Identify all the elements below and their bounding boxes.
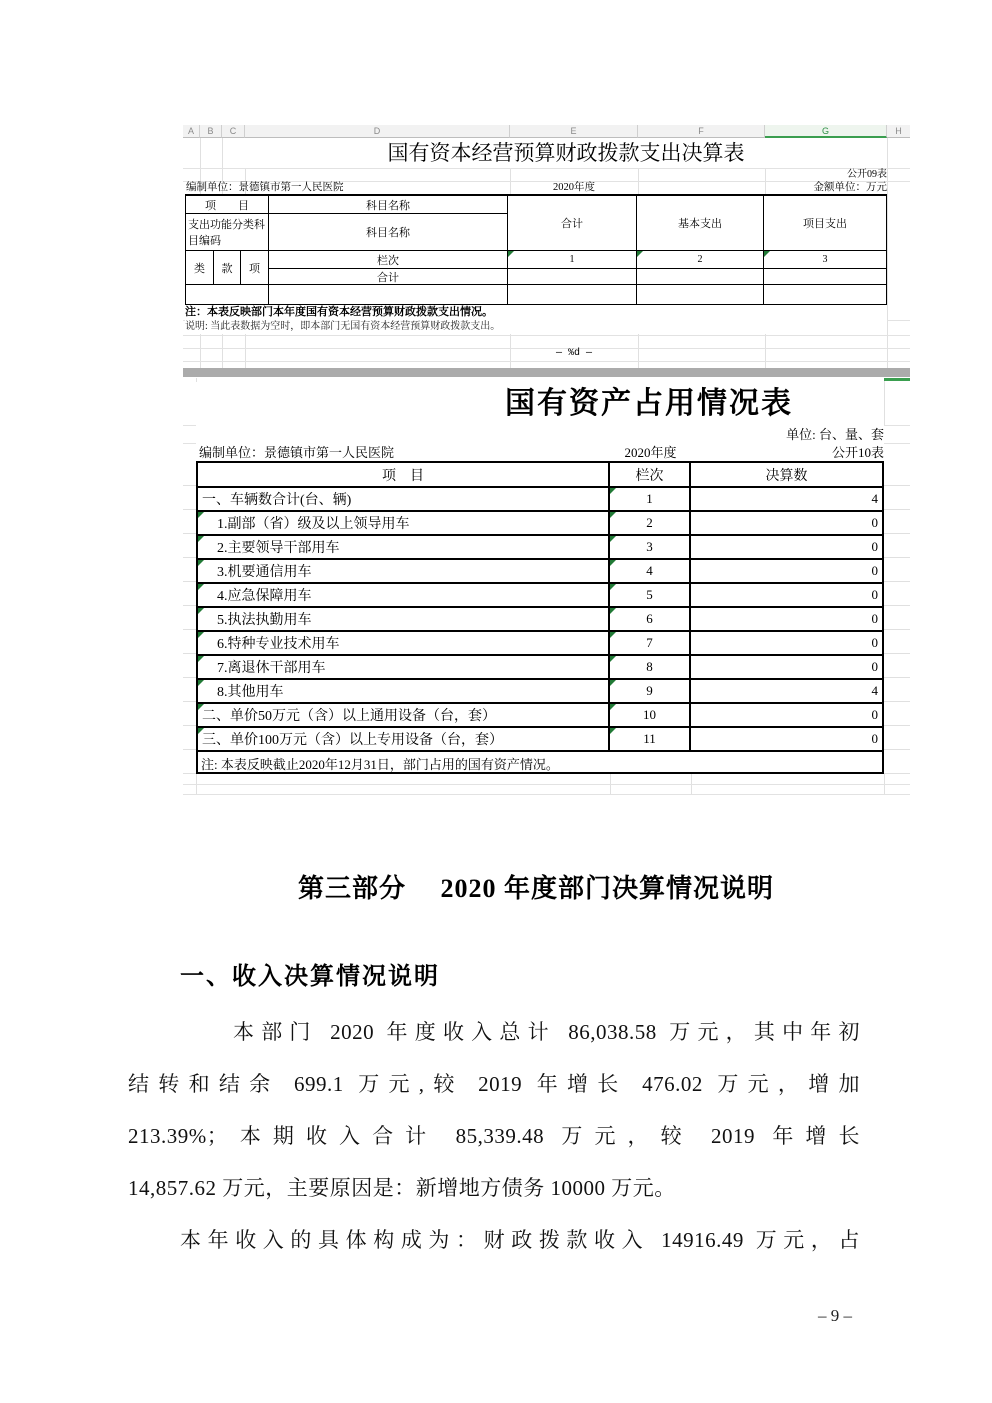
row-no: 10 bbox=[610, 704, 691, 728]
row-label: 2.主要领导干部用车 bbox=[198, 536, 610, 560]
cell-lanci: 栏次 bbox=[269, 251, 508, 269]
sheet1-page-placeholder: — %d — bbox=[555, 348, 592, 359]
gridline bbox=[183, 784, 910, 785]
sheet2-title: 国有资产占用情况表 bbox=[505, 387, 793, 420]
comment-marker bbox=[198, 632, 204, 638]
comment-marker bbox=[610, 488, 616, 494]
cell-empty bbox=[186, 285, 269, 304]
table-row bbox=[198, 536, 882, 560]
row-value: 0 bbox=[691, 608, 882, 632]
cell-heji-row: 合计 bbox=[269, 269, 508, 285]
cell-empty bbox=[764, 285, 886, 304]
body-line: 本部门 2020 年度收入总计 86,038.58 万元，其中年初 bbox=[233, 1020, 860, 1044]
row-label: 一、车辆数合计(台、辆) bbox=[198, 488, 610, 512]
comment-marker bbox=[198, 728, 204, 734]
sheet2-year: 2020年度 bbox=[624, 445, 677, 460]
gridline bbox=[183, 794, 910, 795]
header-lanci: 栏次 bbox=[610, 463, 691, 488]
cell-subject-header-2: 科目名称 bbox=[269, 214, 508, 251]
table-row bbox=[198, 560, 882, 584]
comment-marker bbox=[508, 251, 514, 257]
cell-section: 款 bbox=[214, 251, 241, 285]
cell-empty bbox=[269, 285, 508, 304]
sheet1-title: 国有资本经营预算财政拨款支出决算表 bbox=[245, 138, 887, 168]
header-item: 项 目 bbox=[198, 463, 610, 488]
cell-col1: 1 bbox=[508, 251, 637, 269]
selected-column-marker bbox=[884, 378, 910, 381]
table-row bbox=[198, 488, 882, 512]
comment-marker bbox=[198, 560, 204, 566]
cell-empty bbox=[637, 269, 764, 285]
gridline-strip bbox=[183, 462, 196, 774]
comment-marker bbox=[610, 584, 616, 590]
cell-item-header: 项 目 bbox=[186, 196, 269, 214]
row-value: 0 bbox=[691, 704, 882, 728]
cell-basic-expense-header: 基本支出 bbox=[637, 196, 764, 251]
row-value: 0 bbox=[691, 536, 882, 560]
row-label: 三、单价100万元（含）以上专用设备（台，套） bbox=[198, 728, 610, 752]
column-header-f[interactable]: F bbox=[638, 125, 765, 138]
table-row bbox=[198, 512, 882, 536]
sheet2-open-label: 公开10表 bbox=[831, 445, 884, 460]
comment-marker bbox=[610, 704, 616, 710]
cell-col3: 3 bbox=[764, 251, 886, 269]
body-line: 213.39%；本期收入合计 85,339.48 万元，较 2019 年增长 bbox=[128, 1124, 860, 1148]
cell-empty bbox=[508, 269, 637, 285]
column-header-g-selected[interactable]: G bbox=[765, 125, 887, 138]
gridline bbox=[884, 381, 885, 425]
sheet1-note: 注：本表反映部门本年度国有资本经营预算财政拨款支出情况。 bbox=[185, 305, 887, 320]
sheet2-note: 注: 本表反映截止2020年12月31日，部门占用的国有资产情况。 bbox=[201, 756, 559, 772]
column-header-a[interactable]: A bbox=[183, 125, 200, 138]
column-header-d[interactable]: D bbox=[245, 125, 510, 138]
screenshot-divider bbox=[183, 368, 910, 377]
row-label: 7.离退休干部用车 bbox=[198, 656, 610, 680]
table-header-row bbox=[198, 463, 882, 488]
row-no: 7 bbox=[610, 632, 691, 656]
cell-empty bbox=[764, 269, 886, 285]
cell-empty bbox=[637, 285, 764, 304]
row-value: 4 bbox=[691, 680, 882, 704]
comment-marker bbox=[198, 584, 204, 590]
table-row bbox=[198, 608, 882, 632]
part-heading: 第三部分 2020 年度部门决算情况说明 bbox=[297, 874, 774, 903]
sheet1-open-label: 公开09表 bbox=[847, 169, 887, 180]
row-value: 0 bbox=[691, 728, 882, 752]
row-label: 1.副部（省）级及以上领导用车 bbox=[198, 512, 610, 536]
cell-col2: 2 bbox=[637, 251, 764, 269]
column-header-e[interactable]: E bbox=[510, 125, 638, 138]
comment-marker bbox=[610, 632, 616, 638]
row-label: 5.执法执勤用车 bbox=[198, 608, 610, 632]
comment-marker bbox=[637, 251, 643, 257]
cell-total-header: 合计 bbox=[508, 196, 637, 251]
page-number: – 9 – bbox=[818, 1306, 852, 1325]
sheet2-unit: 单位: 台、量、套 bbox=[786, 427, 884, 442]
sheet2-table bbox=[196, 461, 884, 774]
row-value: 0 bbox=[691, 656, 882, 680]
body-line: 14,857.62 万元，主要原因是：新增地方债务 10000 万元。 bbox=[128, 1176, 676, 1200]
comment-marker bbox=[610, 656, 616, 662]
comment-marker bbox=[610, 680, 616, 686]
row-label: 8.其他用车 bbox=[198, 680, 610, 704]
sheet1-amount-unit: 金额单位：万元 bbox=[813, 182, 887, 193]
column-header-c[interactable]: C bbox=[222, 125, 245, 138]
cell-empty bbox=[508, 285, 637, 304]
row-value: 4 bbox=[691, 488, 882, 512]
comment-marker bbox=[198, 512, 204, 518]
comment-marker bbox=[198, 536, 204, 542]
sheet1-org-unit: 编制单位：景德镇市第一人民医院 bbox=[186, 182, 344, 193]
gridline-strip bbox=[884, 462, 910, 774]
row-label: 4.应急保障用车 bbox=[198, 584, 610, 608]
gridline bbox=[887, 138, 888, 368]
table-row bbox=[198, 584, 882, 608]
comment-marker bbox=[610, 512, 616, 518]
column-header-b[interactable]: B bbox=[200, 125, 222, 138]
row-value: 0 bbox=[691, 632, 882, 656]
table-row bbox=[198, 680, 882, 704]
row-no: 4 bbox=[610, 560, 691, 584]
row-no: 3 bbox=[610, 536, 691, 560]
cell-item: 项 bbox=[241, 251, 269, 285]
cell-project-expense-header: 项目支出 bbox=[764, 196, 886, 251]
table-row bbox=[198, 632, 882, 656]
comment-marker bbox=[610, 608, 616, 614]
cell-class: 类 bbox=[186, 251, 214, 285]
comment-marker bbox=[198, 608, 204, 614]
spreadsheet-screenshot-1 bbox=[183, 125, 910, 368]
table-row bbox=[198, 704, 882, 728]
row-label: 二、单价50万元（含）以上通用设备（台，套） bbox=[198, 704, 610, 728]
gridline bbox=[183, 335, 910, 336]
header-value: 决算数 bbox=[691, 463, 882, 488]
comment-marker bbox=[764, 251, 770, 257]
spreadsheet-screenshot-2 bbox=[183, 378, 910, 795]
comment-marker bbox=[198, 704, 204, 710]
comment-marker bbox=[198, 680, 204, 686]
row-no: 9 bbox=[610, 680, 691, 704]
row-no: 8 bbox=[610, 656, 691, 680]
comment-marker bbox=[198, 656, 204, 662]
cell-function-code-header: 支出功能分类科目编码 bbox=[186, 214, 269, 251]
body-line: 结转和结余 699.1 万元,较 2019 年增长 476.02 万元，增加 bbox=[128, 1072, 860, 1096]
row-no: 2 bbox=[610, 512, 691, 536]
row-no: 1 bbox=[610, 488, 691, 512]
comment-marker bbox=[610, 560, 616, 566]
row-no: 6 bbox=[610, 608, 691, 632]
table-row bbox=[198, 728, 882, 752]
row-value: 0 bbox=[691, 512, 882, 536]
section-heading: 一、收入决算情况说明 bbox=[180, 964, 440, 990]
row-label: 6.特种专业技术用车 bbox=[198, 632, 610, 656]
gridline bbox=[183, 361, 910, 362]
sheet2-org-unit: 编制单位：景德镇市第一人民医院 bbox=[199, 445, 395, 460]
table-row bbox=[198, 656, 882, 680]
sheet1-year: 2020年度 bbox=[553, 182, 595, 193]
row-label: 3.机要通信用车 bbox=[198, 560, 610, 584]
column-header-h[interactable]: H bbox=[887, 125, 910, 138]
comment-marker bbox=[610, 728, 616, 734]
sheet1-explanation: 说明: 当此表数据为空时，即本部门无国有资本经营预算财政拨款支出。 bbox=[185, 320, 887, 334]
cell-subject-header: 科目名称 bbox=[269, 196, 508, 214]
row-no: 11 bbox=[610, 728, 691, 752]
row-value: 0 bbox=[691, 560, 882, 584]
row-no: 5 bbox=[610, 584, 691, 608]
body-line: 本年收入的具体构成为：财政拨款收入 14916.49 万元，占 bbox=[180, 1228, 860, 1252]
sheet1-table bbox=[185, 194, 887, 305]
row-value: 0 bbox=[691, 584, 882, 608]
comment-marker bbox=[610, 536, 616, 542]
